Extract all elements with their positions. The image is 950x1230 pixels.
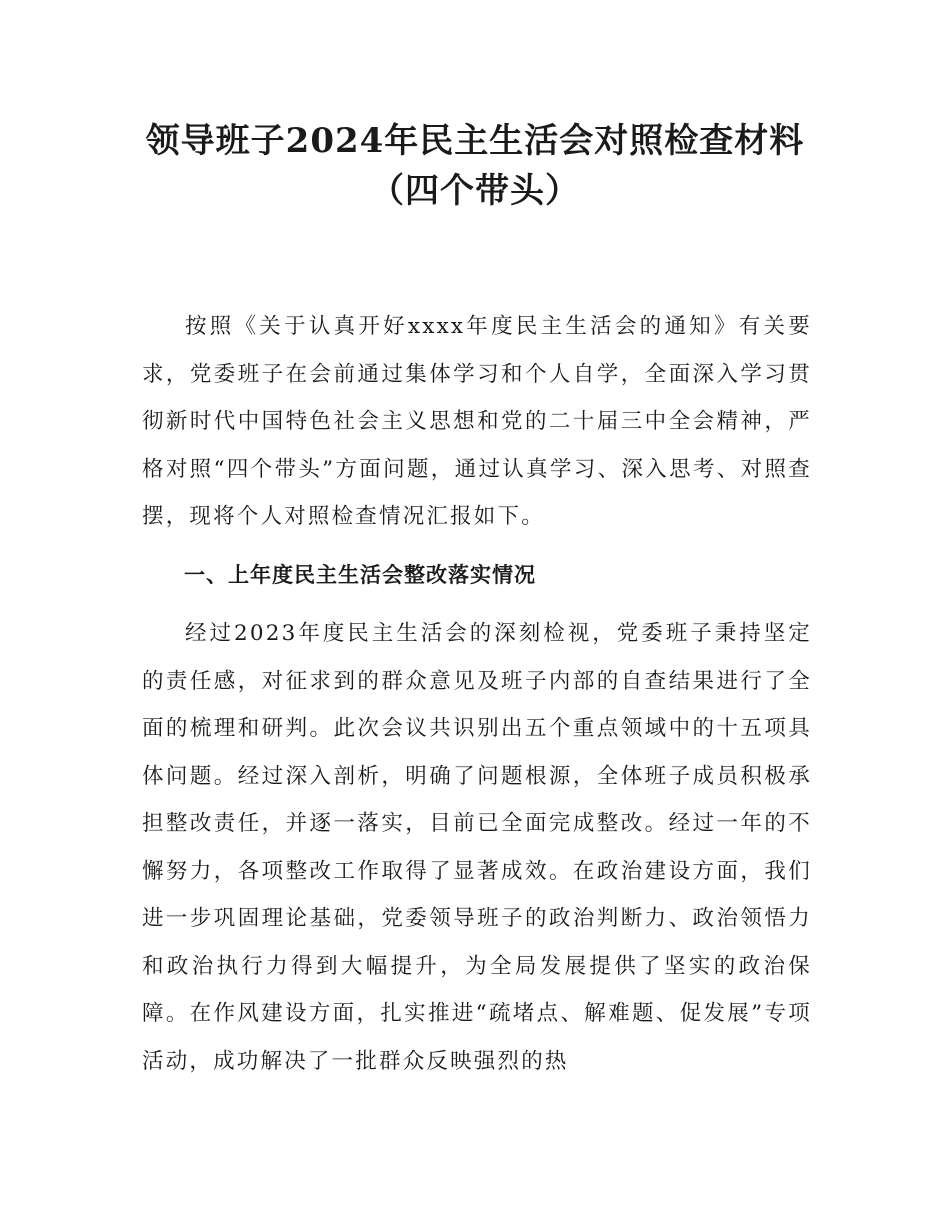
document-title: 领导班子2024年民主生活会对照检查材料 <box>145 121 805 161</box>
section-heading-1: 一、上年度民主生活会整改落实情况 <box>184 562 536 587</box>
document-body <box>142 303 812 1085</box>
document-subtitle: （四个带头） <box>370 171 580 211</box>
section-paragraph-1: 经过2023年度民主生活会的深刻检视，党委班子秉持坚定的责任感，对征求到的群众意见及班子内部的自查结果进行了全面的梳理和研判。此次会议共识别出五个重点领域中的十五项具体问题。经过深入剖析，明确了问题根源，全体班子成员积极承担整改责任，并逐一落实，目前已全面完成整改。经过一年的不懈努力，各项整改工作取得了显著成效。在政治建设方面，我们进一步巩固理论基础，党委领导班子的政治判断力、政治领悟力和政治执行力得到大幅提升，为全局发展提供了坚实的政治保障。在作风建设方面，扎实推进“疏堵点、解难题、促发展”专项活动，成功解决了一批群众反映强烈的热 <box>142 621 812 1074</box>
intro-paragraph: 按照《关于认真开好xxxx年度民主生活会的通知》有关要求，党委班子在会前通过集体学习和个人自学，全面深入学习贯彻新时代中国特色社会主义思想和党的二十届三中全会精神，严格对照“四个带头”方面问题，通过认真学习、深入思考、对照查摆，现将个人对照检查情况汇报如下。 <box>142 314 812 529</box>
